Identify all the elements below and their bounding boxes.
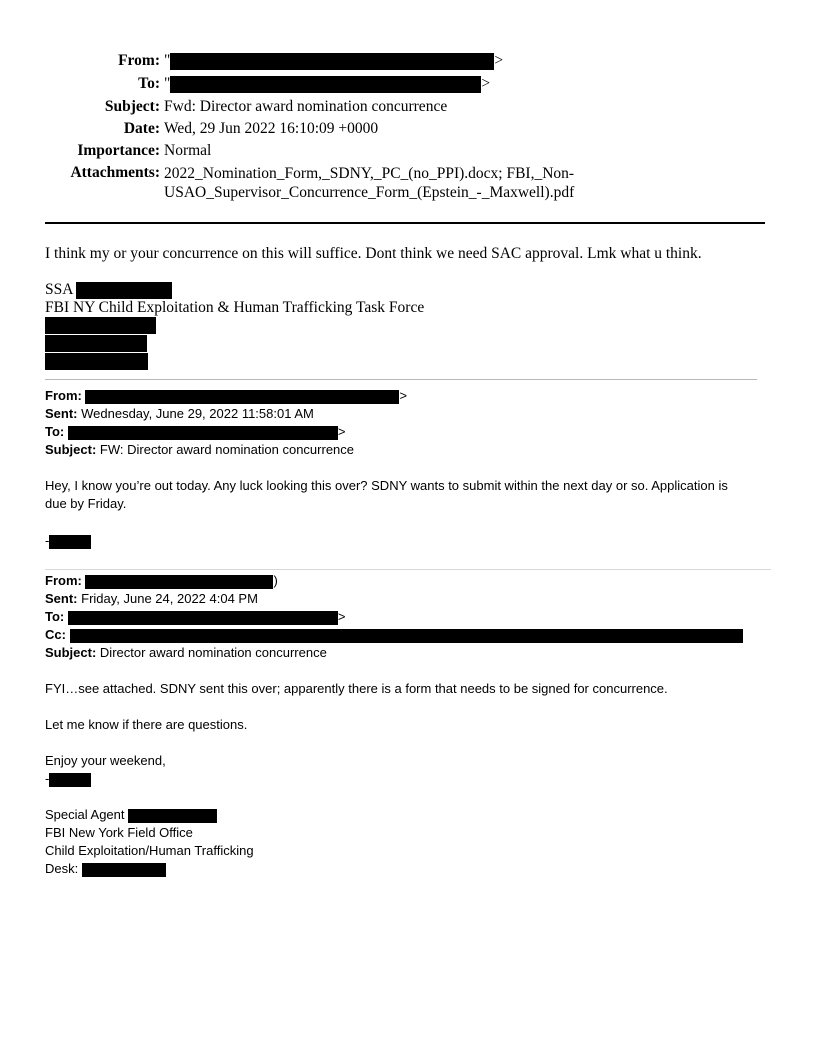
header-to-bracket: > xyxy=(481,75,491,92)
header-to-label: To: xyxy=(138,75,160,92)
redaction-block xyxy=(82,863,166,877)
email2-body-2: Let me know if there are questions. xyxy=(45,717,248,732)
email2-from-row xyxy=(45,573,278,589)
header-from-row xyxy=(0,52,816,72)
header-from-bracket: > xyxy=(494,52,504,69)
email2-sent-label: Sent: xyxy=(45,591,78,606)
header-date-row xyxy=(0,120,816,140)
forward-divider xyxy=(45,379,757,380)
redaction-block xyxy=(45,353,148,370)
email2-subject-label: Subject: xyxy=(45,645,97,660)
header-from-quote: " xyxy=(164,52,171,69)
email2-from-label: From: xyxy=(45,573,82,588)
email2-cc-row xyxy=(45,627,743,643)
header-date-value: Wed, 29 Jun 2022 16:10:09 +0000 xyxy=(164,120,379,137)
header-subject-value: Fwd: Director award nomination concurrence xyxy=(164,98,448,115)
email1-from-bracket: > xyxy=(399,388,408,403)
attachments-line-1: 2022_Nomination_Form,_SDNY,_PC_(no_PPI).docx; FBI,_Non- xyxy=(164,165,575,182)
message-body: I think my or your concurrence on this will suffice. Dont think we need SAC approval. Lmk what u think. xyxy=(45,245,702,262)
header-importance-value: Normal xyxy=(164,142,212,159)
email1-sign-dash: - xyxy=(45,533,50,548)
email1-subject-value: FW: Director award nomination concurrence xyxy=(99,442,355,457)
email2-sig-title: Special Agent xyxy=(45,807,125,822)
email2-from-paren: ) xyxy=(273,573,278,588)
redaction-block xyxy=(49,773,91,787)
attachments-line-2: USAO_Supervisor_Concurrence_Form_(Epstein_-_Maxwell).pdf xyxy=(164,184,575,201)
message-signature-org: FBI NY Child Exploitation & Human Trafficking Task Force xyxy=(45,299,425,316)
redaction-block xyxy=(85,390,399,404)
header-importance-row xyxy=(0,142,816,162)
email2-subject-row xyxy=(45,645,327,660)
redaction-block xyxy=(128,809,217,823)
email2-sig-title-row xyxy=(45,807,217,823)
email2-cc-label: Cc: xyxy=(45,627,66,642)
email2-sign-dash: - xyxy=(45,771,50,786)
email2-sig-desk-row xyxy=(45,861,166,877)
email2-subject-value: Director award nomination concurrence xyxy=(99,645,327,660)
email1-subject-label: Subject: xyxy=(45,442,97,457)
email2-sent-row xyxy=(45,591,258,606)
email2-to-label: To: xyxy=(45,609,65,624)
redaction-block xyxy=(170,53,494,70)
email1-sent-row xyxy=(45,406,314,421)
redaction-block xyxy=(170,76,481,93)
header-from-label: From: xyxy=(118,52,160,69)
email1-to-bracket: > xyxy=(337,424,346,439)
email2-sig-office: FBI New York Field Office xyxy=(45,825,193,840)
email2-sig-desk-label: Desk: xyxy=(45,861,79,876)
email1-to-row xyxy=(45,424,345,440)
header-date-label: Date: xyxy=(123,120,160,137)
header-to-row xyxy=(0,75,816,95)
email1-sign xyxy=(45,533,91,549)
email2-to-bracket: > xyxy=(337,609,346,624)
redaction-block xyxy=(49,535,91,549)
header-attachments-label: Attachments: xyxy=(70,164,160,181)
header-attachments-row xyxy=(0,164,816,204)
header-importance-label: Importance: xyxy=(77,142,160,159)
email2-body-3: Enjoy your weekend, xyxy=(45,753,166,768)
header-to-quote: " xyxy=(164,75,171,92)
email1-body-line-2: due by Friday. xyxy=(45,496,127,511)
header-subject-row xyxy=(0,98,816,118)
email1-from-row xyxy=(45,388,407,404)
redaction-block xyxy=(45,317,156,334)
redaction-block xyxy=(68,611,338,625)
forward-divider-2 xyxy=(45,569,771,570)
redaction-block xyxy=(85,575,273,589)
signature-title: SSA xyxy=(45,281,73,298)
header-to-value xyxy=(164,75,490,93)
email2-sig-unit: Child Exploitation/Human Trafficking xyxy=(45,843,254,858)
redaction-block xyxy=(45,335,147,352)
email2-body-1: FYI…see attached. SDNY sent this over; apparently there is a form that needs to be signed for concurrence. xyxy=(45,681,668,696)
email1-from-label: From: xyxy=(45,388,82,403)
email1-to-label: To: xyxy=(45,424,65,439)
redaction-block xyxy=(70,629,743,643)
header-divider xyxy=(45,222,765,224)
email1-subject-row xyxy=(45,442,354,457)
email2-sign xyxy=(45,771,91,787)
redaction-block xyxy=(68,426,338,440)
email2-sent-value: Friday, June 24, 2022 4:04 PM xyxy=(81,591,258,606)
header-from-value xyxy=(164,52,503,70)
header-subject-label: Subject: xyxy=(104,98,160,115)
email1-sent-value: Wednesday, June 29, 2022 11:58:01 AM xyxy=(81,406,314,421)
header-attachments-value xyxy=(164,164,604,202)
email1-body-line-1: Hey, I know you’re out today. Any luck looking this over? SDNY wants to submit within the next day or so. Application is xyxy=(45,478,728,493)
email1-sent-label: Sent: xyxy=(45,406,78,421)
message-signature-title xyxy=(45,281,172,299)
email2-to-row xyxy=(45,609,345,625)
redaction-block xyxy=(76,282,172,299)
